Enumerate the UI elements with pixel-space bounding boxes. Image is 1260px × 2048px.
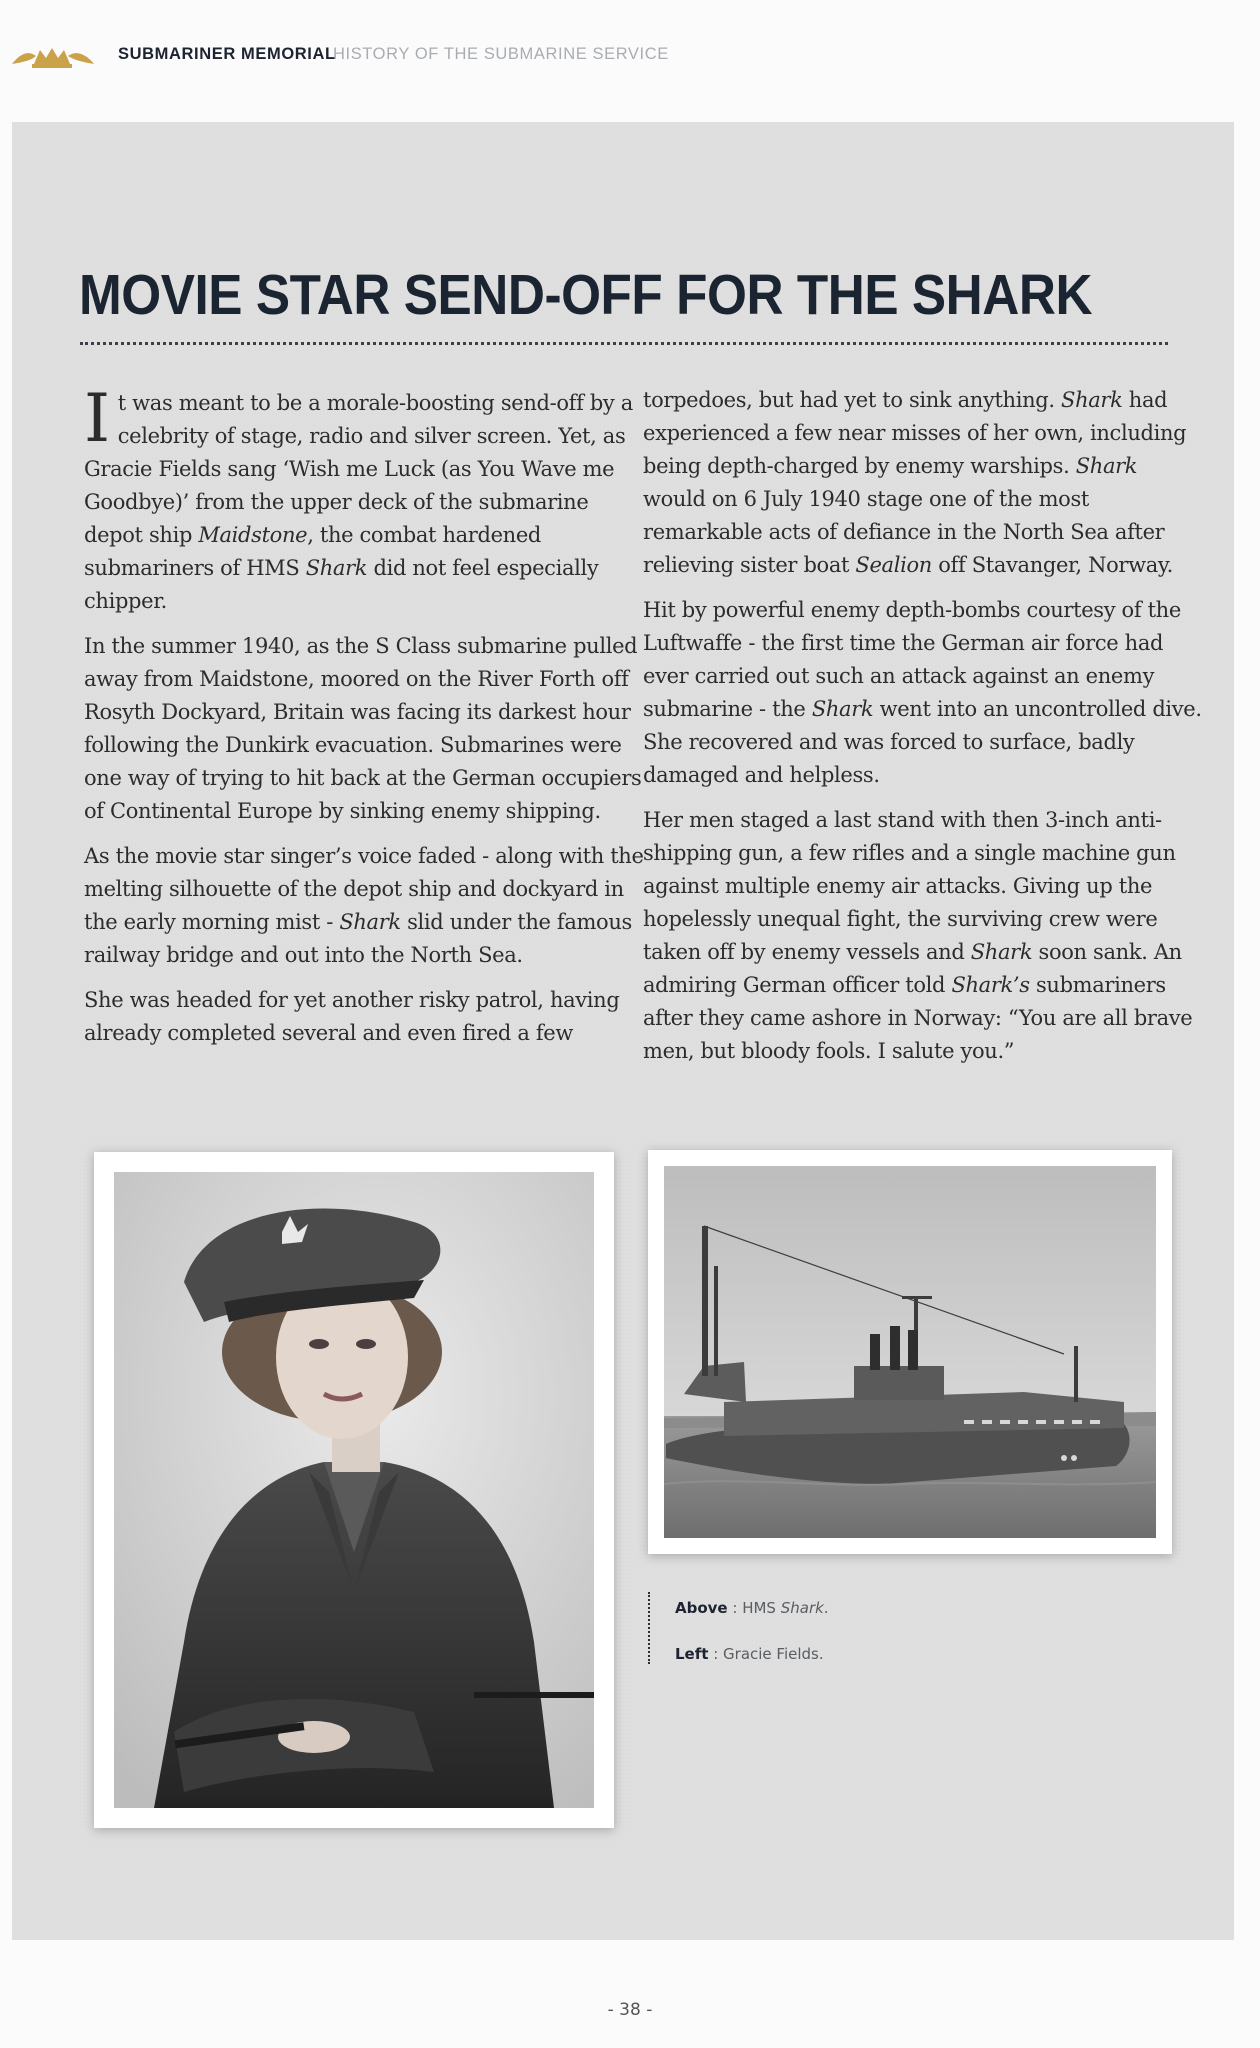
brand-title: SUBMARINER MEMORIAL	[118, 45, 336, 63]
paragraph-text: soon sank. An admiring German officer told	[643, 940, 1182, 997]
article-paragraph	[84, 840, 644, 972]
drop-cap: I	[84, 380, 110, 457]
caption-above-name: Shark	[780, 1599, 824, 1617]
paragraph-text: did not feel especially chipper.	[84, 556, 599, 613]
article-paragraph	[84, 984, 644, 1050]
paragraph-text: As the movie star singer’s voice faded - along with the melting silhouette of the depot ship and dockyard in the early morning mist -	[84, 844, 644, 934]
caption-above-prefix: HMS	[742, 1599, 781, 1617]
paragraph-text: submariners after they came ashore in Norway: “You are all brave men, but bloody fools. I salute you.”	[643, 973, 1193, 1063]
article-paragraph	[84, 630, 644, 828]
caption-divider	[648, 1592, 650, 1664]
paragraph-text: torpedoes, but had yet to sink anything.	[643, 388, 1062, 412]
paragraph-text: off Stavanger, Norway.	[931, 553, 1173, 577]
page-number: - 38 -	[607, 2000, 653, 2020]
caption-above	[675, 1599, 829, 1617]
caption-left-separator: :	[708, 1645, 724, 1663]
paragraph-text: would on 6 July 1940 stage one of the most remarkable acts of defiance in the North Sea after relieving sister boat	[643, 487, 1165, 577]
italic-text: Shark’s	[951, 973, 1030, 997]
article-paragraph	[84, 380, 644, 618]
article-title: MOVIE STAR SEND-OFF FOR THE SHARK	[79, 263, 1093, 327]
italic-text: Shark	[811, 697, 874, 721]
italic-text: Shark	[970, 940, 1033, 964]
italic-text: Shark	[339, 910, 401, 934]
italic-text: Shark	[1075, 454, 1138, 478]
gracie-fields-photo	[114, 1172, 594, 1808]
submarine-dolphins-badge-icon	[10, 38, 96, 74]
paragraph-text: went into an uncontrolled dive. She recovered and was forced to surface, badly damaged and helpless.	[643, 697, 1202, 787]
article-paragraph	[643, 594, 1203, 792]
article-column-left	[84, 380, 644, 1062]
italic-text: Shark	[305, 556, 368, 580]
paragraph-text: , the combat hardened submariners of HMS	[84, 523, 542, 580]
gracie-fields-photo-frame	[94, 1152, 614, 1828]
article-paragraph	[643, 804, 1203, 1068]
paragraph-text: slid under the famous railway bridge and out into the North Sea.	[84, 910, 632, 967]
hms-shark-photo-frame	[648, 1150, 1172, 1554]
caption-above-separator: :	[727, 1599, 743, 1617]
paragraph-text: She was headed for yet another risky patrol, having already completed several and even fired a few	[84, 988, 620, 1045]
italic-text: Sealion	[855, 553, 932, 577]
title-divider	[80, 342, 1168, 345]
section-title: HISTORY OF THE SUBMARINE SERVICE	[333, 45, 669, 63]
caption-above-label: Above	[675, 1599, 728, 1617]
caption-above-suffix: .	[823, 1599, 829, 1617]
caption-left-text: Gracie Fields.	[723, 1645, 824, 1663]
hms-shark-photo	[664, 1166, 1156, 1538]
article-paragraph	[643, 384, 1203, 582]
caption-left-label: Left	[675, 1645, 709, 1663]
paragraph-text: Hit by powerful enemy depth-bombs courtesy of the Luftwaffe - the first time the German air force had ever carried out such an attack against an enemy submarine - the	[643, 598, 1181, 721]
article-column-right	[643, 384, 1203, 1080]
paragraph-text: In the summer 1940, as the S Class submarine pulled away from Maidstone, moored on the River Forth off Rosyth Dockyard, Britain was facing its darkest hour following the Dunkirk evacuation. Submarines were one way of trying to hit back at the German occupiers of Continental Europe by sinking enemy shipping.	[84, 634, 642, 823]
italic-text: Maidstone	[198, 523, 308, 547]
caption-left	[675, 1645, 824, 1663]
paragraph-text: t was meant to be a morale-boosting send-off by a celebrity of stage, radio and silver screen. Yet, as Gracie Fields sang ‘Wish me Luck (as You Wave me Goodbye)’ from the upper deck of the submarine depot ship	[84, 391, 633, 547]
page-header	[0, 0, 1260, 110]
paragraph-text: had experienced a few near misses of her own, including being depth-charged by enemy warships.	[643, 388, 1187, 478]
paragraph-text: Her men staged a last stand with then 3-inch anti-shipping gun, a few rifles and a single machine gun against multiple enemy air attacks. Giving up the hopelessly unequal fight, the surviving crew were taken off by enemy vessels and	[643, 808, 1176, 964]
italic-text: Shark	[1061, 388, 1123, 412]
